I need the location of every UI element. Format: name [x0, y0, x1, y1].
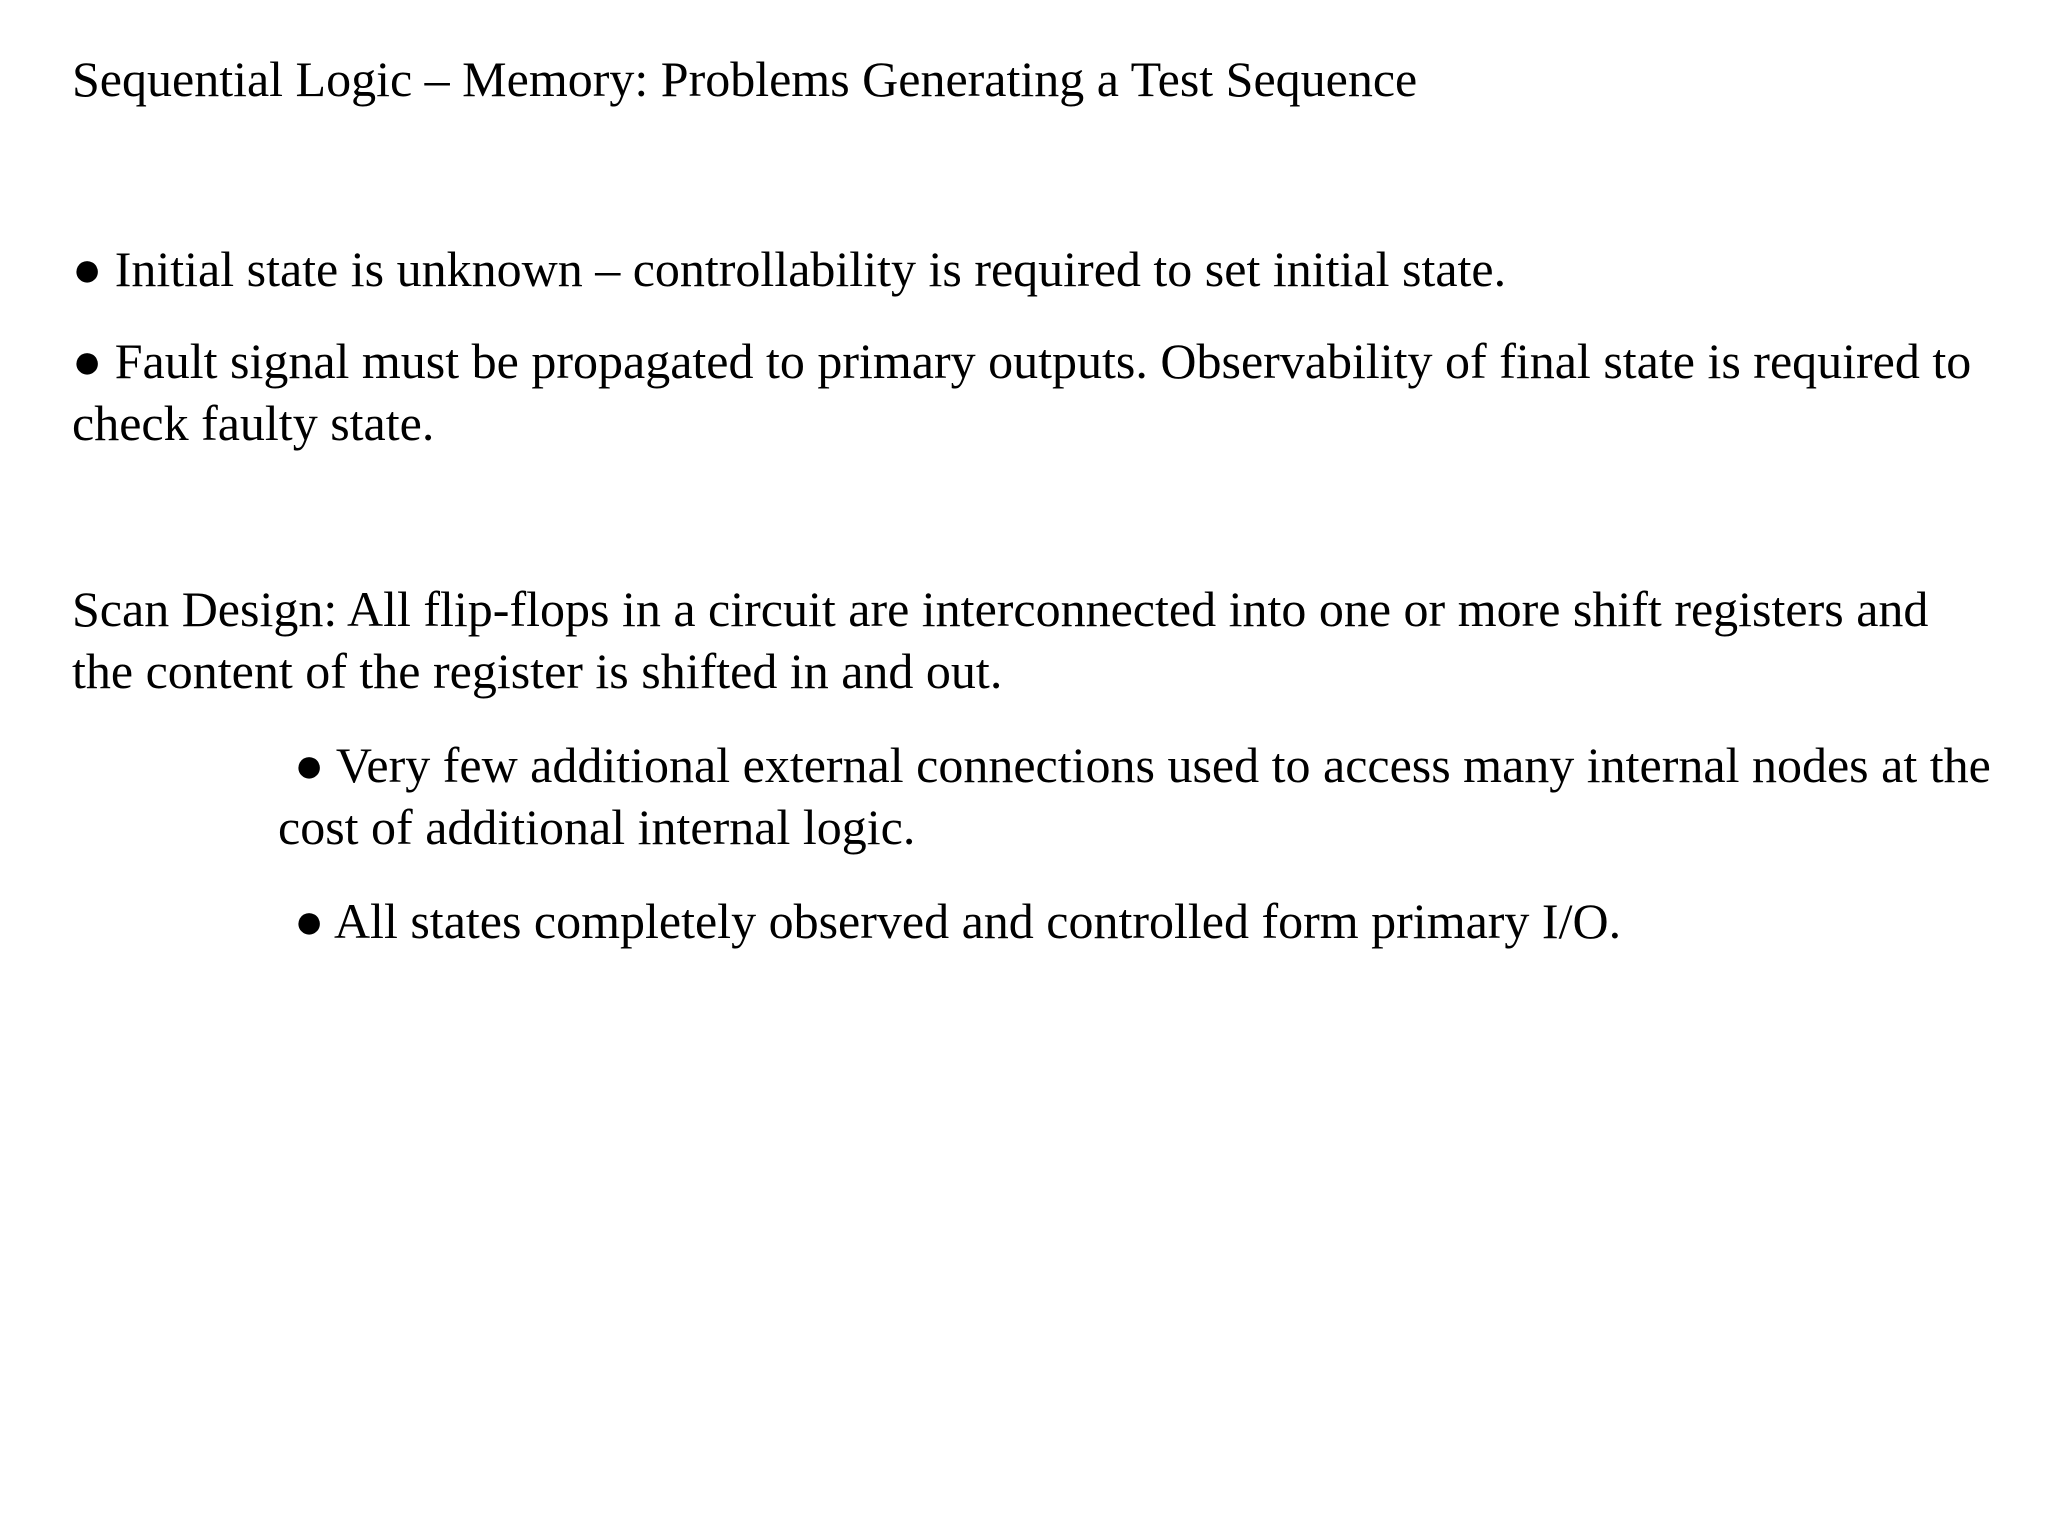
- scan-point-states-observed: [278, 890, 1998, 952]
- bullet-icon: ●: [72, 333, 103, 389]
- problem-text: Fault signal must be propagated to primary outputs. Observability of final state is required to check faulty state.: [72, 333, 1972, 451]
- page-title: Sequential Logic – Memory: Problems Generating a Test Sequence: [72, 51, 1418, 107]
- scan-point-external-connections: [278, 734, 1998, 858]
- problem-item-initial-state: [72, 238, 1972, 300]
- scan-design-paragraph: Scan Design: All flip-flops in a circuit are interconnected into one or more shift registers and the content of the register is shifted in and out.: [72, 581, 1929, 699]
- scan-point-text: Very few additional external connections used to access many internal nodes at the cost of additional internal logic.: [278, 737, 1991, 855]
- bullet-icon: ●: [294, 737, 325, 793]
- bullet-icon: ●: [72, 241, 103, 297]
- bullet-icon: ●: [294, 893, 325, 949]
- problem-item-fault-signal: [72, 330, 1972, 454]
- problem-text: Initial state is unknown – controllability is required to set initial state.: [114, 241, 1507, 297]
- scan-point-text: All states completely observed and controlled form primary I/O.: [333, 893, 1622, 949]
